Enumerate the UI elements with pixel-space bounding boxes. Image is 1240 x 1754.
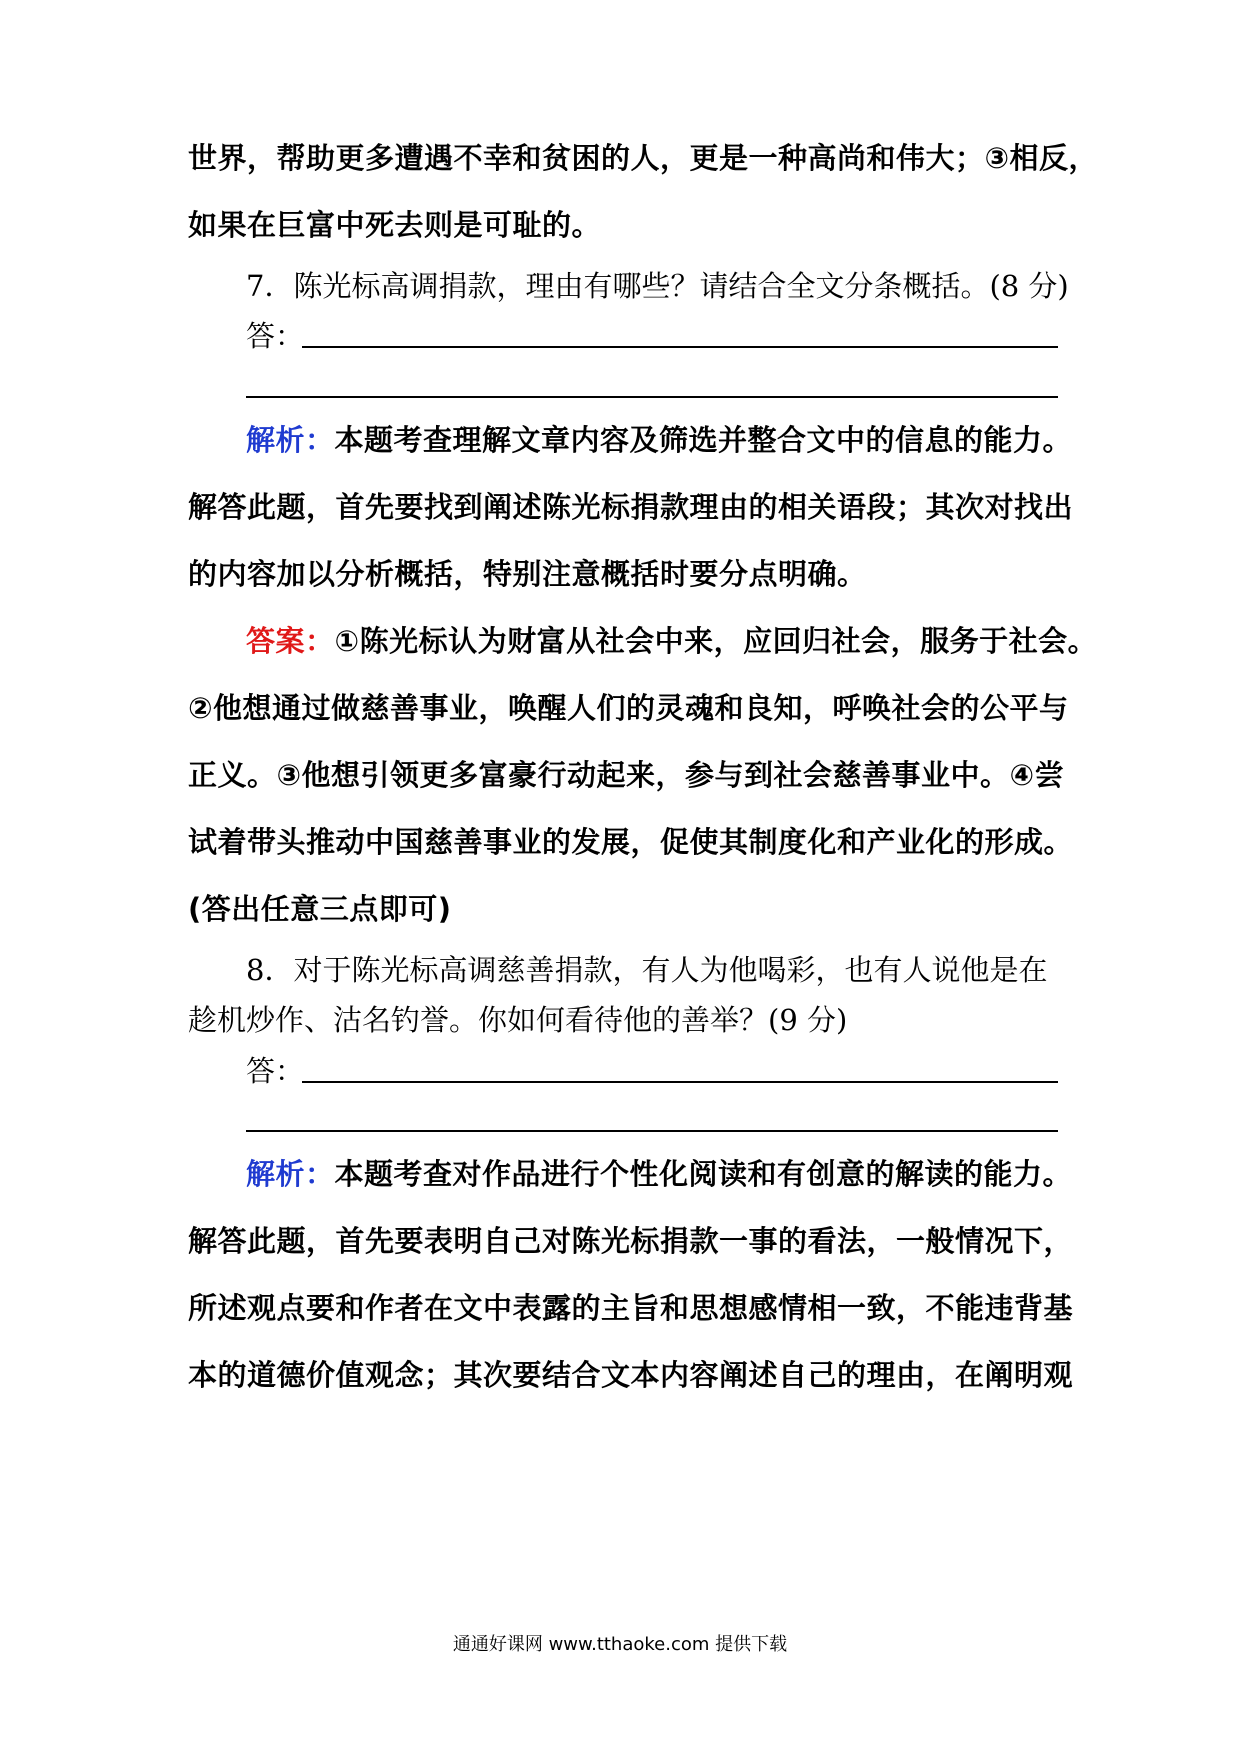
key-q7-line-2: ②他想通过做慈善事业，唤醒人们的灵魂和良知，呼唤社会的公平与 [188, 691, 1069, 725]
analysis-label-q7: 解析： [246, 423, 335, 457]
answer-blank-line-q7-1[interactable] [302, 346, 1058, 348]
analysis-q7-text-1: 本题考查理解文章内容及筛选并整合文中的信息的能力。 [334, 423, 1073, 457]
key-q7-line-3: 正义。③他想引领更多富豪行动起来，参与到社会慈善事业中。④尝 [188, 758, 1065, 792]
analysis-q8-line-2: 解答此题，首先要表明自己对陈光标捐款一事的看法，一般情况下， [188, 1224, 1074, 1258]
answer-blank-line-q7-2[interactable] [246, 396, 1058, 398]
analysis-q7-line-2: 解答此题，首先要找到阐述陈光标捐款理由的相关语段；其次对找出 [188, 490, 1074, 524]
answer-key-label-q7: 答案： [246, 624, 335, 658]
answer-blank-line-q8-1[interactable] [302, 1081, 1058, 1083]
answer-area-q8 [246, 1051, 1058, 1091]
analysis-q8-line-4: 本的道德价值观念；其次要结合文本内容阐述自己的理由，在阐明观 [188, 1358, 1074, 1392]
question-7: 7．陈光标高调捐款，理由有哪些？请结合全文分条概括。(8 分) [246, 269, 1069, 303]
key-q7-line-5: (答出任意三点即可) [188, 892, 452, 926]
analysis-q8-text-1: 本题考查对作品进行个性化阅读和有创意的解读的能力。 [334, 1157, 1073, 1191]
key-q7-text-1: ①陈光标认为财富从社会中来，应回归社会，服务于社会。 [334, 624, 1098, 658]
answer-blank-line-q8-2[interactable] [246, 1130, 1058, 1132]
footer-download-note: 通通好课网 www.tthaoke.com 提供下载 [452, 1634, 788, 1655]
continuation-line-1: 世界，帮助更多遭遇不幸和贫困的人，更是一种高尚和伟大；③相反， [188, 141, 1099, 175]
question-8-line-2: 趁机炒作、沽名钓誉。你如何看待他的善举？(9 分) [188, 1003, 848, 1037]
analysis-label-q8: 解析： [246, 1157, 335, 1191]
analysis-q8-line-1 [246, 1154, 1073, 1194]
continuation-line-2: 如果在巨富中死去则是可耻的。 [188, 208, 602, 242]
key-q7-line-1 [246, 621, 1098, 661]
analysis-q8-line-3: 所述观点要和作者在文中表露的主旨和思想感情相一致，不能违背基 [188, 1291, 1074, 1325]
answer-label-q8: 答： [246, 1054, 305, 1088]
analysis-q7-line-3: 的内容加以分析概括，特别注意概括时要分点明确。 [188, 557, 867, 591]
question-8-line-1: 8．对于陈光标高调慈善捐款，有人为他喝彩，也有人说他是在 [246, 953, 1048, 987]
key-q7-line-4: 试着带头推动中国慈善事业的发展，促使其制度化和产业化的形成。 [188, 825, 1074, 859]
answer-label-q7: 答： [246, 319, 305, 353]
analysis-q7-line-1 [246, 420, 1073, 460]
answer-area-q7 [246, 316, 1058, 356]
